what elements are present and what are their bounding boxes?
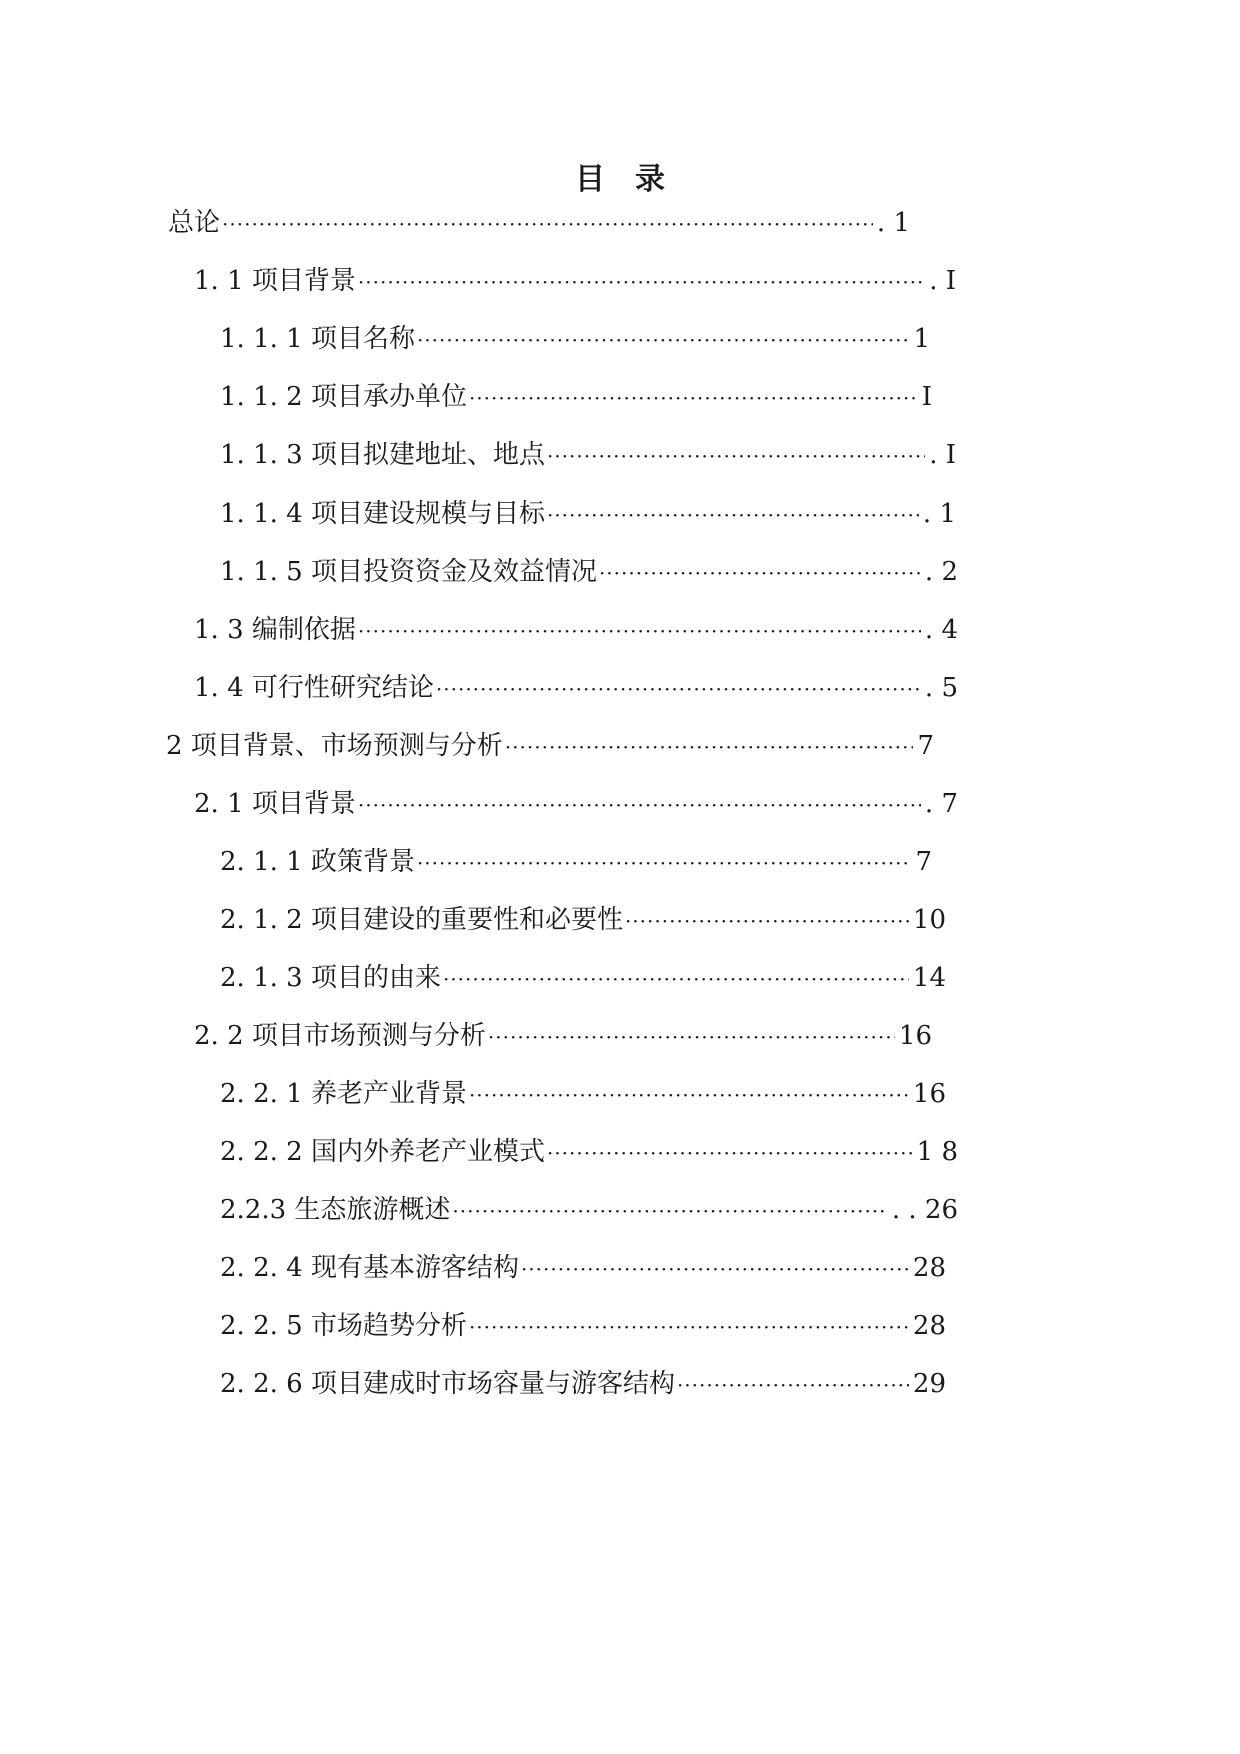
toc-entry-page: . 4 xyxy=(924,615,958,645)
toc-entry-label: 总论 xyxy=(168,208,221,238)
toc-entry-label: 2. 2. 4 现有基本游客结构 xyxy=(220,1253,519,1283)
toc-entry[interactable] xyxy=(220,379,932,415)
toc-leader-dots xyxy=(547,438,925,473)
toc-entry[interactable] xyxy=(194,612,958,648)
toc-entry-label: 1. 1. 3 项目拟建地址、地点 xyxy=(220,440,545,470)
toc-entry-label: 1. 1. 5 项目投资资金及效益情况 xyxy=(220,557,597,587)
toc-entry-page: 1 8 xyxy=(916,1137,958,1167)
toc-entry[interactable] xyxy=(220,902,946,938)
toc-entry[interactable] xyxy=(220,844,932,880)
toc-entry-label: 2. 1 项目背景 xyxy=(194,789,356,819)
toc-leader-dots xyxy=(677,1367,909,1402)
toc-entry[interactable] xyxy=(220,1192,958,1228)
toc-leader-dots xyxy=(469,1309,909,1344)
toc-entry[interactable] xyxy=(220,1308,946,1344)
toc-leader-dots xyxy=(547,497,919,532)
toc-leader-dots xyxy=(358,264,925,299)
toc-leader-dots xyxy=(505,729,914,764)
toc-entry-label: 2 项目背景、市场预测与分析 xyxy=(166,731,503,761)
toc-entry-label: 1. 3 编制依据 xyxy=(194,615,356,645)
toc-entry-page: . I xyxy=(929,440,956,470)
toc-entry-page: . . 26 xyxy=(891,1195,958,1225)
toc-entry-label: 2. 1. 3 项目的由来 xyxy=(220,963,441,993)
toc-entry[interactable] xyxy=(194,263,956,299)
toc-leader-dots xyxy=(521,1251,909,1286)
toc-entry-page: . I xyxy=(929,266,956,296)
toc-leader-dots xyxy=(469,1077,909,1112)
toc-entry-page: I xyxy=(921,382,932,412)
toc-entry-label: 2. 2. 2 国内外养老产业模式 xyxy=(220,1137,545,1167)
toc-entry[interactable] xyxy=(220,321,930,357)
toc-entry[interactable] xyxy=(220,1076,946,1112)
toc-entry-page: . 1 xyxy=(922,499,956,529)
toc-entry-page: 14 xyxy=(912,963,946,993)
toc-entry-label: 1. 1. 1 项目名称 xyxy=(220,324,415,354)
toc-entry-label: 2. 2. 1 养老产业背景 xyxy=(220,1079,467,1109)
toc-entry-label: 2. 1. 1 政策背景 xyxy=(220,847,415,877)
toc-leader-dots xyxy=(469,380,918,415)
toc-entry[interactable] xyxy=(220,1134,958,1170)
toc-entry-page: 29 xyxy=(912,1369,946,1399)
toc-leader-dots xyxy=(417,845,912,880)
toc-leader-dots xyxy=(222,206,873,241)
toc-entry-page: . 5 xyxy=(924,673,958,703)
toc-leader-dots xyxy=(443,961,909,996)
toc-entry-page: 7 xyxy=(917,731,934,761)
toc-leader-dots xyxy=(436,671,921,706)
toc-entry-page: . 7 xyxy=(924,789,958,819)
toc-entry-page: 16 xyxy=(898,1021,932,1051)
toc-entry[interactable] xyxy=(220,1366,946,1402)
toc-entry-page: . 2 xyxy=(924,557,958,587)
toc-entry-page: 1 xyxy=(913,324,930,354)
toc-entry-label: 2.2.3 生态旅游概述 xyxy=(220,1195,451,1225)
toc-entry-label: 2. 2. 5 市场趋势分析 xyxy=(220,1311,467,1341)
toc-leader-dots xyxy=(358,787,921,822)
toc-entry[interactable] xyxy=(194,670,958,706)
toc-entry-page: 7 xyxy=(915,847,932,877)
toc-entry-label: 2. 1. 2 项目建设的重要性和必要性 xyxy=(220,905,623,935)
toc-entry-label: 2. 2 项目市场预测与分析 xyxy=(194,1021,486,1051)
toc-entry[interactable] xyxy=(220,437,956,473)
toc-entry[interactable] xyxy=(168,205,910,241)
page-title: 目 录 xyxy=(575,162,665,197)
toc-leader-dots xyxy=(625,903,909,938)
toc-entry[interactable] xyxy=(220,496,956,532)
toc-entry[interactable] xyxy=(166,728,934,764)
toc-leader-dots xyxy=(417,322,910,357)
toc-entry-label: 1. 1 项目背景 xyxy=(194,266,356,296)
toc-entry-label: 1. 4 可行性研究结论 xyxy=(194,673,434,703)
toc-leader-dots xyxy=(599,555,921,590)
toc-entry[interactable] xyxy=(194,786,958,822)
toc-entry[interactable] xyxy=(220,554,958,590)
toc-entry-page: . 1 xyxy=(876,208,910,238)
toc-leader-dots xyxy=(488,1019,895,1054)
toc-entry-page: 16 xyxy=(912,1079,946,1109)
toc-leader-dots xyxy=(452,1193,887,1228)
toc-entry-page: 28 xyxy=(912,1253,946,1283)
toc-leader-dots xyxy=(547,1135,913,1170)
toc-entry-label: 2. 2. 6 项目建成时市场容量与游客结构 xyxy=(220,1369,675,1399)
toc-entry-page: 28 xyxy=(912,1311,946,1341)
toc-entry-label: 1. 1. 4 项目建设规模与目标 xyxy=(220,499,545,529)
toc-entry[interactable] xyxy=(220,1250,946,1286)
toc-entry[interactable] xyxy=(194,1018,932,1054)
toc-leader-dots xyxy=(358,613,921,648)
toc-entry[interactable] xyxy=(220,960,946,996)
toc-entry-label: 1. 1. 2 项目承办单位 xyxy=(220,382,467,412)
toc-entry-page: 10 xyxy=(912,905,946,935)
